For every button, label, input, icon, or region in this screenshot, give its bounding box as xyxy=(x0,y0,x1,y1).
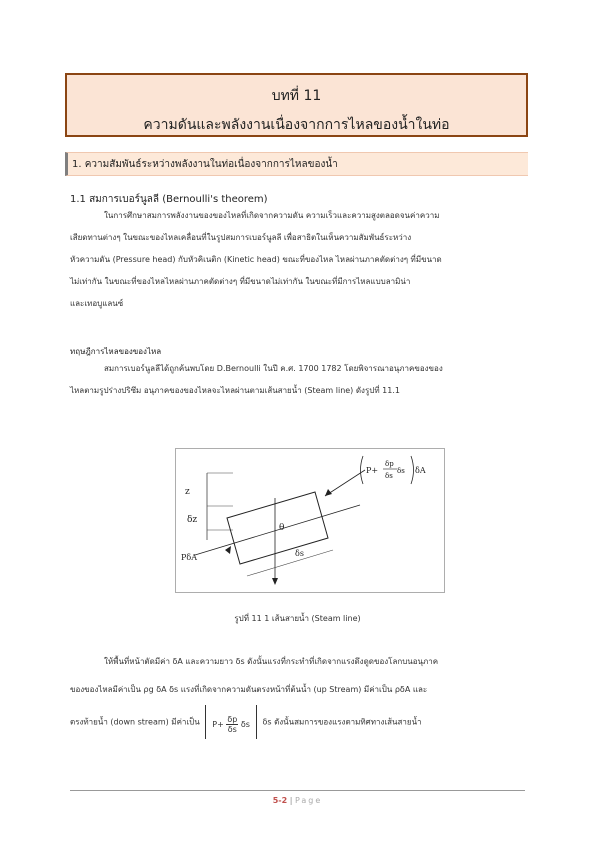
paren-right xyxy=(411,456,414,484)
top-p-label: P+ xyxy=(366,466,379,475)
paragraph-line: และเทอบูแลนซ์ xyxy=(70,299,124,308)
equation-line-1: ให้พื้นที่หน้าตัดมีค่า δA และความยาว δs ดังนั้นแรงที่กระทำที่เกิดจากแรงดึงดูดของโลกบนอนุภาค xyxy=(104,657,439,666)
paragraph-line: ไหลตามรูปร่างปริซึม อนุภาคของของไหลจะไหลผ่านตามเส้นสายน้ำ (Steam line) ดังรูปที่ 11.1 xyxy=(70,386,400,395)
ds-dimension-line xyxy=(247,550,333,576)
theta-label: θ xyxy=(279,523,285,533)
page-word: Page xyxy=(294,796,323,805)
pda-label: PδA xyxy=(181,553,197,562)
right-force-line xyxy=(325,470,365,496)
bracket-ds: δs xyxy=(240,720,250,729)
chapter-title: ความดันและพลังงานเนื่องจากการไหลของน้ำในท่อ xyxy=(143,117,450,133)
top-da-label: δA xyxy=(415,466,426,475)
paren-left xyxy=(361,456,364,484)
bracket-p: P+ xyxy=(212,720,224,729)
streamline-diagram xyxy=(175,448,445,593)
page-number: 5-2 xyxy=(272,796,288,805)
prism-element xyxy=(227,492,328,564)
equation-pre-text: ตรงท้ายน้ำ (down stream) มีค่าเป็น xyxy=(70,717,200,727)
left-force-arrow-head xyxy=(225,546,231,554)
chapter-title-box xyxy=(65,73,528,137)
paragraph-line: หัวความดัน (Pressure head) กับหัวคิเนติก (Kinetic head) ขณะที่ของไหล ไหลผ่านภาคตัดต่างๆ ที่มีขนาด xyxy=(70,255,442,264)
equation-line-2: ของของไหลมีค่าเป็น ρg δA δs แรงที่เกิดจากความดันตรงหน้าที่ต้นน้ำ (up Stream) มีค่าเป็น ρδA และ xyxy=(70,685,428,694)
section-heading-bar xyxy=(65,152,528,176)
paragraph-line: ในการศึกษาสมการพลังงานของของไหลที่เกิดจากความดัน ความเร็วและความสูงตลอดจนค่าความ xyxy=(104,211,440,220)
figure-caption: รูปที่ 11 1 เส้นสายน้ำ (Steam line) xyxy=(234,614,361,623)
dz-label: δz xyxy=(187,515,198,525)
subsection-heading: 1.1 สมการเบอร์นูลลี (Bernoulli's theorem) xyxy=(70,194,268,205)
ds-label: δs xyxy=(295,549,304,558)
z-label: z xyxy=(185,487,190,497)
equation-post-text: δs ดังนั้นสมการของแรงตามทิศทางเส้นสายน้ำ xyxy=(262,717,422,727)
paragraph-theory xyxy=(70,358,525,402)
pressure-gradient-fraction xyxy=(226,715,238,734)
top-den-label: δs xyxy=(385,472,393,480)
page-footer xyxy=(0,796,595,805)
paragraph-line: เสียดทานต่างๆ ในขณะของไหลเคลื่อนที่ในรูปสมการเบอร์นูลลี เพื่อสาธิตในเห็นความสัมพันธ์ระหว่าง xyxy=(70,233,412,242)
section-heading: 1. ความสัมพันธ์ระหว่างพลังงานในท่อเนื่องจากการไหลของน้ำ xyxy=(72,159,338,170)
top-num-label: δp xyxy=(385,460,394,468)
streamline-figure xyxy=(175,448,445,593)
footer-divider xyxy=(70,790,525,791)
equation-line-3 xyxy=(70,705,422,739)
weight-arrow-head xyxy=(272,578,278,585)
fraction-denominator: δs xyxy=(227,725,237,734)
theory-heading: ทฤษฎีการไหลของของไหล xyxy=(70,347,162,356)
fraction-numerator: δp xyxy=(227,715,238,724)
paragraph-line: สมการเบอร์นูลลีได้ถูกค้นพบโดย D.Bernoulli ในปี ค.ศ. 1700 1782 โดยพิจารณาอนุภาคของของ xyxy=(104,364,443,373)
downstream-pressure-bracket xyxy=(205,705,257,739)
paragraph-line: ไม่เท่ากัน ในขณะที่ของไหลไหลผ่านภาคตัดต่างๆ ที่มีขนาดไม่เท่ากัน ในขณะที่มีการไหลแบบลามิน่า xyxy=(70,277,411,286)
paragraph-intro xyxy=(70,205,525,315)
chapter-number: บทที่ 11 xyxy=(271,88,322,104)
top-ds-label: δs xyxy=(397,467,405,475)
footer-separator: | xyxy=(289,796,293,805)
